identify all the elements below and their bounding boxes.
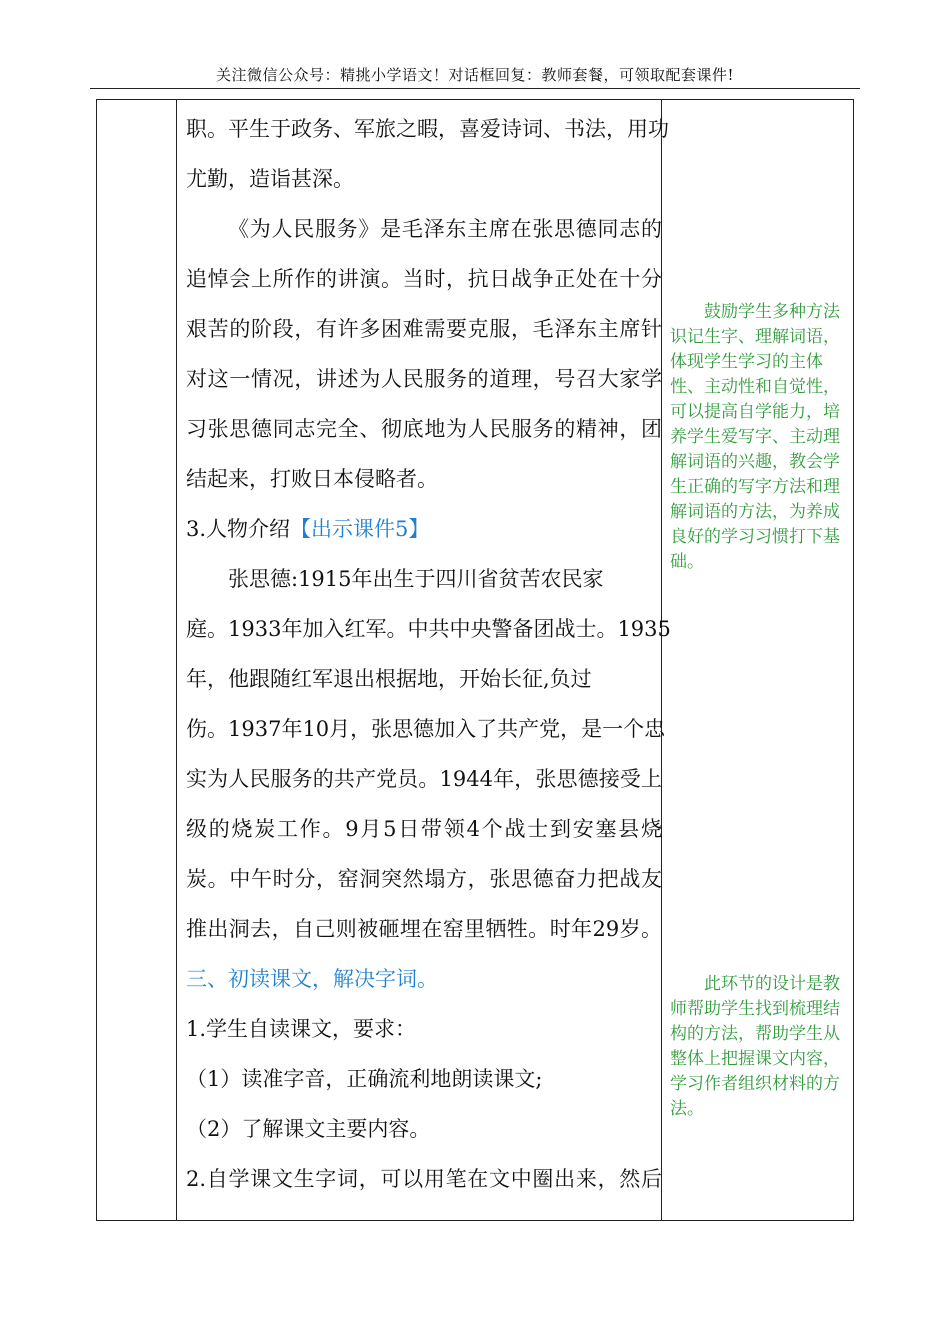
page-header: 关注微信公众号：精挑小学语文！对话框回复：教师套餐，可领取配套课件! [215,66,735,84]
body-line: 伤。1937年10月，张思德加入了共产党，是一个忠 [186,717,666,741]
design-note-vocabulary-text: 鼓励学生多种方法识记生字、理解词语，体现学生学习的主体性、主动性和自觉性，可以提高自学能力，培养学生爱写字、主动理解词语的兴趣，教会学生正确的写字方法和理解词语的方法，为养成良好的学习习惯打下基础。 [670,302,840,572]
body-line: 推出洞去，自己则被砸埋在窑里牺牲。时年29岁。 [186,917,662,941]
design-note-structure [670,972,846,1122]
body-line: 习张思德同志完全、彻底地为人民服务的精神，团 [186,417,662,441]
person-intro-label: 3.人物介绍 [186,517,291,541]
body-line: 庭。1933年加入红军。中共中央警备团战士。1935 [186,617,671,641]
section-heading-first-reading: 三、初读课文，解决字词。 [186,967,438,991]
header-divider [90,88,860,89]
design-note-vocabulary [670,300,846,575]
column-divider-left [176,100,177,1220]
body-line: 对这一情况，讲述为人民服务的道理，号召大家学 [186,367,662,391]
body-line: 《为人民服务》是毛泽东主席在张思德同志的 [228,217,662,241]
body-line: 年，他跟随红军退出根据地，开始长征,负过 [186,667,592,691]
design-note-structure-text: 此环节的设计是教师帮助学生找到梳理结构的方法，帮助学生从整体上把握课文内容，学习作者组织材料的方法。 [670,974,840,1119]
courseware-tag: 【出示课件5】 [290,517,430,541]
body-line: 追悼会上所作的讲演。当时，抗日战争正处在十分 [186,267,662,291]
main-text-column [186,104,671,1204]
body-line: 实为人民服务的共产党员。1944年，张思德接受上 [186,767,662,791]
body-line: 尤勤，造诣甚深。 [186,167,354,191]
body-line: 结起来，打败日本侵略者。 [186,467,438,491]
body-line: 艰苦的阶段，有许多困难需要克服，毛泽东主席针 [186,317,662,341]
body-line: （2）了解课文主要内容。 [186,1117,431,1141]
body-line: 炭。中午时分，窑洞突然塌方，张思德奋力把战友 [186,867,662,891]
body-line: 职。平生于政务、军旅之暇，喜爱诗词、书法，用功 [186,117,669,141]
body-line: 张思德:1915年出生于四川省贫苦农民家 [228,567,604,591]
section-heading-person-intro [186,504,662,554]
body-line: 2.自学课文生字词，可以用笔在文中圈出来，然后 [186,1167,662,1191]
body-line: 1.学生自读课文，要求： [186,1017,417,1041]
body-line: 级的烧炭工作。9月5日带领4个战士到安塞县烧 [186,817,662,841]
body-line: （1）读准字音，正确流利地朗读课文; [186,1067,543,1091]
